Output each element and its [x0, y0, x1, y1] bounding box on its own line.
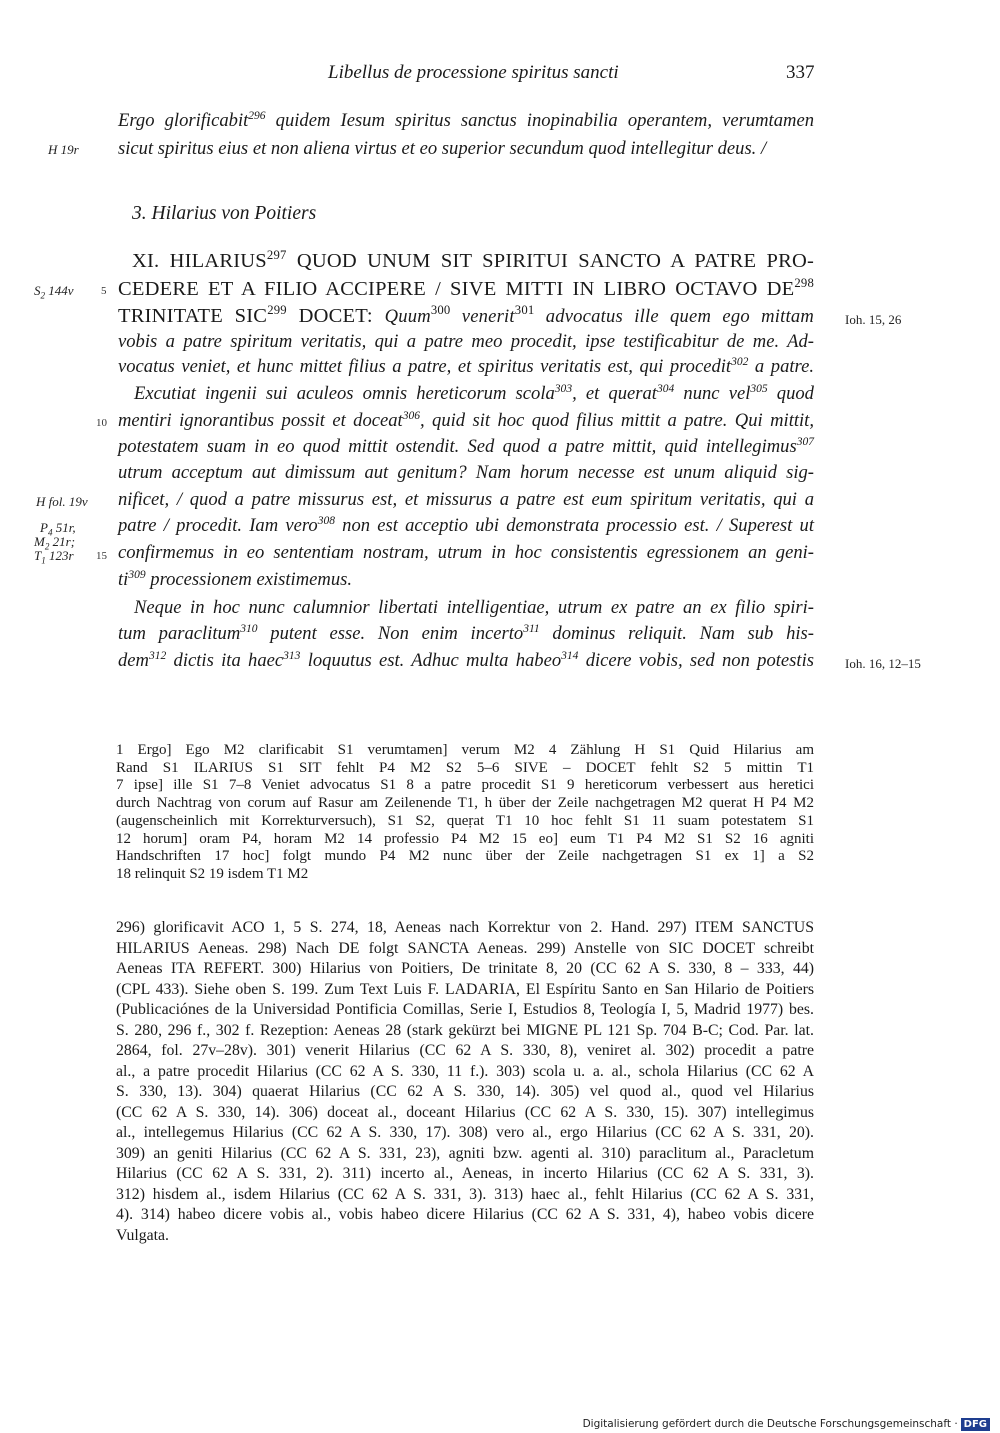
footnote-line: 296) glorificavit ACO 1, 5 S. 274, 18, Aeneas nach Korrektur von 2. Hand. 297) ITEM SANCTUS: [116, 919, 814, 936]
footnote-line: (CC 62 A S. 330, 14). 306) doceat al., doceant Hilarius (CC 62 A S. 330, 15). 307) intellegimus: [116, 1103, 814, 1121]
apparatus-line: (augenscheinlich mit Korrekturversuch), S1 S2, queṛat T1 10 hoc fehlt S1 11 suam potestatem S1: [116, 812, 814, 829]
line-number-5: 5: [101, 285, 107, 297]
body-line-5: vocatus veniet, et hunc mittet filius a patre, et spiritus veritatis est, qui procedit$^{302}$ a patre.: [118, 355, 814, 377]
body-line-12: confirmemus in eo sententiam nostram, utrum in hoc consistentis egressionem an geni-: [118, 542, 814, 563]
intro-line-2: sicut spiritus eius et non aliena virtus et eo superior secundum quod intellegitur deus. /: [118, 138, 767, 159]
running-title: Libellus de processione spiritus sancti: [328, 62, 619, 83]
body-line-2: CEDERE ET A FILIO ACCIPERE / SIVE MITTI IN LIBRO OCTAVO DE$^{298}$: [118, 276, 814, 300]
section-heading: 3. Hilarius von Poitiers: [132, 203, 317, 224]
body-line-6: Excutiat ingenii sui aculeos omnis hereticorum scola$^{303}$, et querat$^{304}$ nunc vel$^{305}$ quod: [134, 382, 814, 404]
footnote-line: (CPL 433). Siehe oben S. 199. Zum Text Luis F. LADARIA, El Espíritu Santo en San Hilario de Poitiers: [116, 980, 814, 998]
footnote-line: Aeneas ITA REFERT. 300) Hilarius von Poitiers, De trinitate 8, 20 (CC 62 A S. 330, 8 – 333, 44): [116, 960, 814, 977]
footnote-line: S. 330, 13). 304) quaerat Hilarius (CC 62 A S. 330, 14). 305) vel quod al., quod vel Hilarius: [116, 1083, 814, 1100]
line-number-15: 15: [96, 550, 107, 562]
dfg-logo: DFG: [961, 1418, 990, 1431]
footnote-line: S. 280, 296 f., 302 f. Rezeption: Aeneas 28 (stark gekürzt bei MIGNE PL 121 Sp. 704 B-C; Cod. Par. lat.: [116, 1021, 814, 1039]
footnote-line: al., a patre procedit Hilarius (CC 62 A S. 330, 11 f.). 303) scola u. a. al., schola Hilarius (CC 62 A: [116, 1062, 814, 1080]
body-line-7: mentiri ignorantibus possit et doceat$^{306}$, quid sit hoc quod filius mittit a patre. Qui mittit,: [118, 409, 815, 431]
apparatus-line: 1 Ergo] Ego M2 clarificabit S1 verumtamen] verum M2 4 Zählung H S1 Quid Hilarius am: [116, 742, 814, 758]
body-line-8: potestatem suam in eo quod mittit ostendit. Sed quod a patre mittit, quid intellegimus$^{307}$: [118, 435, 814, 457]
body-line-9: utrum acceptum aut dimissum aut genitum? Nam horum necesse est unum aliquid sig-: [118, 462, 814, 483]
body-line-16: dem$^{312}$ dictis ita haec$^{313}$ loquutus est. Adhuc multa habeo$^{314}$ dicere vobis, sed non potestis: [118, 649, 814, 671]
margin-h19r: H 19r: [48, 142, 79, 157]
footnote-line: 4). 314) habeo dicere vobis al., vobis habeo dicere Hilarius (CC 62 A S. 331, 4), habeo vobis dicere: [116, 1206, 814, 1223]
credit-text: Digitalisierung gefördert durch die Deutsche Forschungsgemeinschaft ·: [582, 1418, 958, 1430]
body-line-11: patre / procedit. Iam vero$^{308}$ non est acceptio ubi demonstrata processio est. / Superest ut: [118, 514, 814, 536]
apparatus-line: 18 relinquit S2 19 isdem T1 M2: [116, 865, 309, 882]
line-number-10: 10: [96, 417, 107, 429]
body-line-10: nificet, / quod a patre missurus est, et missurus a patre est eum spiritum veritatis, qui a: [118, 489, 814, 510]
margin-h-fol-19v: H fol. 19v: [36, 494, 88, 509]
apparatus-line: Handschriften 17 hoc] folgt mundo P4 M2 nunc über der Zeile nachgetragen S1 ex 1] a S2: [116, 848, 814, 865]
margin-ioh-16-12-15: Ioh. 16, 12–15: [845, 656, 921, 671]
digitization-credit: [583, 1418, 990, 1431]
apparatus-line: 7 ipse] ille S1 7–8 Veniet advocatus S1 8 a patre procedit S1 9 hereticorum verbessert aus heretici: [116, 777, 814, 794]
apparatus-line: 12 horum] oram P4, horam M2 14 professio P4 M2 15 eo] eum T1 P4 M2 S1 S2 16 agniti: [116, 830, 814, 847]
body-line-14: Neque in hoc nunc calumnior libertati intelligentiae, utrum ex patre an ex filio spiri-: [134, 597, 814, 618]
body-line-15: tum paraclitum$^{310}$ putent esse. Non enim incerto$^{311}$ dominus reliquit. Nam sub his-: [118, 622, 814, 644]
footnote-line: Hilarius (CC 62 A S. 331, 2). 311) incerto al., Aeneas, in incerto Hilarius (CC 62 A S. 331, 3).: [116, 1165, 814, 1182]
margin-p4-51r: $P_4$ 51r,: [40, 520, 76, 538]
intro-line-1: Ergo glorificabit$^{296}$ quidem Iesum spiritus sanctus inopinabilia operantem, verumtamen: [118, 109, 814, 131]
body-line-13: $ti^{309}$ processionem existimemus.: [118, 568, 353, 590]
critical-apparatus: [116, 742, 814, 884]
margin-ioh-15-26: Ioh. 15, 26: [845, 312, 902, 327]
footnotes: [116, 918, 814, 1246]
body-line-1: XI. HILARIUS$^{297}$ QUOD UNUM SIT SPIRITUI SANCTO A PATRE PRO-: [132, 248, 814, 272]
body-line-4: vobis a patre spiritum veritatis, qui a patre meo procedit, ipse testificabitur de me. Ad-: [118, 331, 814, 352]
margin-t1-123r: $T_1$ 123r: [34, 548, 74, 566]
footnote-line: (Publicaciónes de la Universidad Pontificia Comillas, Serie I, Estudios 8, Teología I, 5, Madrid 1977) bes.: [116, 1001, 814, 1018]
apparatus-line: Rand S1 ILARIUS S1 SIT fehlt P4 M2 S2 5–6 SIVE – DOCET fehlt S2 5 mittin T1: [116, 759, 814, 776]
footnote-line: HILARIUS Aeneas. 298) Nach DE folgt SANCTA Aeneas. 299) Anstelle von SIC DOCET schreibt: [116, 939, 814, 957]
footnote-line: 312) hisdem al., isdem Hilarius (CC 62 A S. 331, 3). 313) haec al., fehlt Hilarius (CC 62 A S. 331,: [116, 1185, 814, 1203]
footnote-line: 309) an geniti Hilarius (CC 62 A S. 331, 23), agniti bzw. agenti al. 310) paraclitum al., Paracletum: [116, 1144, 814, 1162]
footnote-line: Vulgata.: [116, 1226, 170, 1244]
footnote-line: al., intellegemus Hilarius (CC 62 A S. 330, 17). 308) vero al., ergo Hilarius (CC 62 A S. 331, 20).: [116, 1124, 814, 1141]
apparatus-line: durch Nachtrag von corum auf Rasur am Zeilenende T1, h über der Zeile nachgetragen M2 querat H P4 M2: [116, 795, 814, 812]
footnote-line: 2864, fol. 27v–28v). 301) venerit Hilarius (CC 62 A S. 330, 8), veniret al. 302) procedit a patre: [116, 1042, 814, 1059]
margin-s2-144v: $S_2$ 144v: [34, 283, 74, 301]
margin-m2-21r: $M_2$ 21r;: [34, 534, 76, 552]
page-number: 337: [786, 62, 815, 83]
body-line-3: TRINITATE SIC$^{299}$ DOCET: Quum$^{300}$ venerit$^{301}$ advocatus ille quem ego mittam: [118, 303, 814, 327]
